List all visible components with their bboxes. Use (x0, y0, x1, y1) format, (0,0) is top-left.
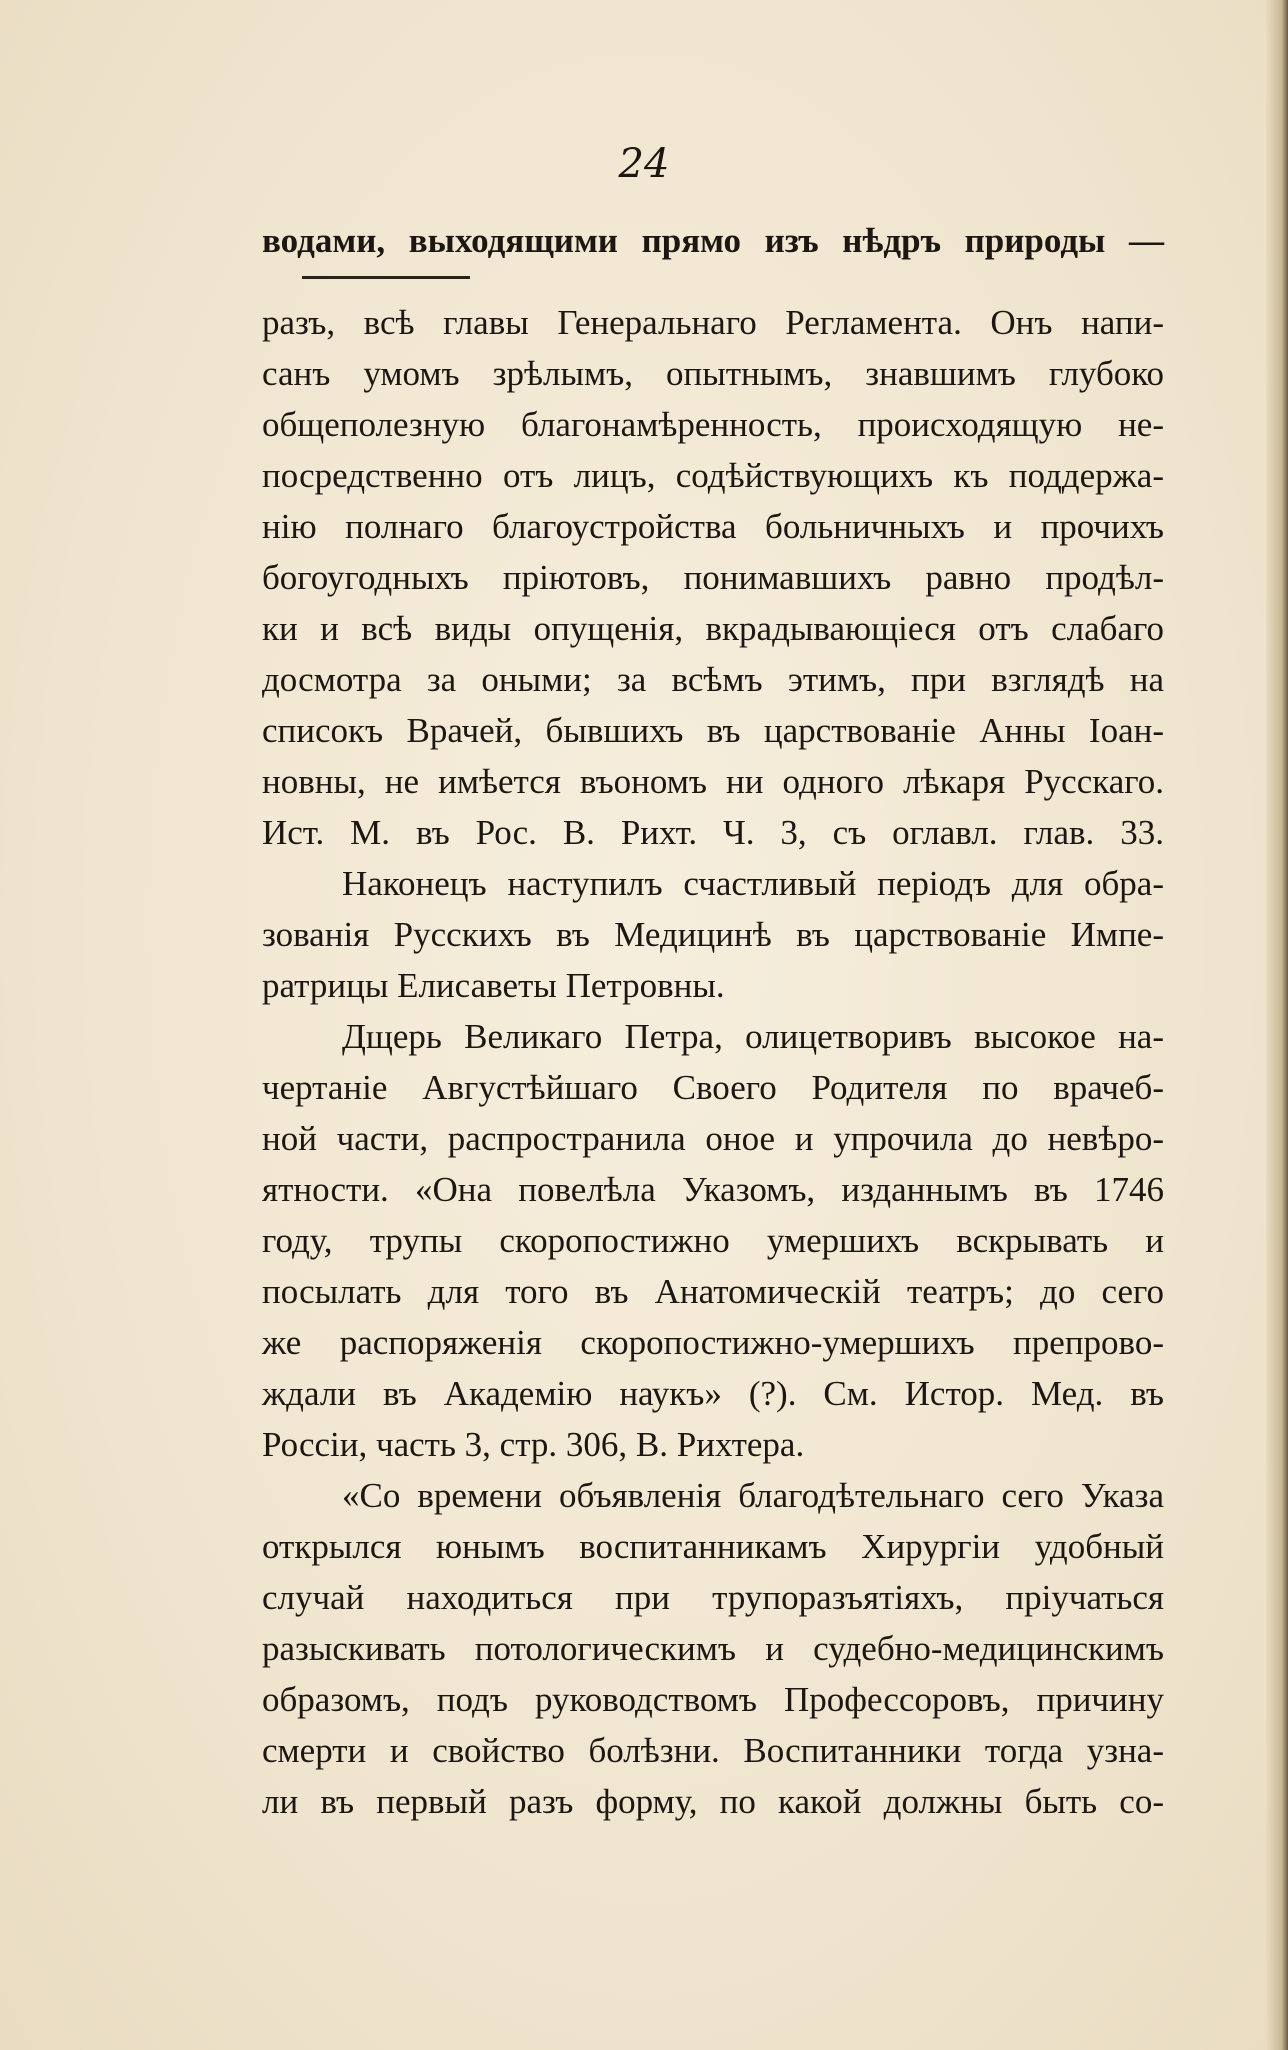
text-line: ждали въ Академію наукъ» (?). См. Истор. Мед. въ (262, 1374, 1164, 1413)
text-line: же распоряженія скоропостижно-умершихъ препрово- (262, 1323, 1164, 1362)
text-line: Россіи, часть 3, стр. 306, В. Рихтера. (262, 1425, 805, 1464)
text-line: открылся юнымъ воспитанникамъ Хирургіи удобный (262, 1527, 1164, 1566)
separator-rule (302, 276, 470, 279)
text-line: зованія Русскихъ въ Медицинѣ въ царствованіе Импе- (262, 915, 1164, 954)
text-line: досмотра за оными; за всѣмъ этимъ, при взглядѣ на (262, 660, 1164, 699)
text-line: богоугодныхъ пріютовъ, понимавшихъ равно продѣл- (262, 558, 1164, 597)
text-line: образомъ, подъ руководствомъ Профессоровъ, причину (262, 1680, 1164, 1719)
text-line: посылать для того въ Анатомическій театръ; до сего (262, 1272, 1164, 1311)
text-line: Дщерь Великаго Петра, олицетворивъ высокое на- (342, 1017, 1164, 1056)
text-block (262, 215, 1164, 1827)
text-line: Ист. М. въ Рос. В. Рихт. Ч. 3, съ оглавл. глав. 33. (262, 813, 1164, 852)
text-line: новны, не имѣется въономъ ни одного лѣкаря Русскаго. (262, 762, 1164, 801)
text-line: общеполезную благонамѣренность, происходящую не- (262, 405, 1164, 444)
text-line: разъ, всѣ главы Генеральнаго Регламента. Онъ напи- (262, 303, 1164, 342)
text-line: чертаніе Августѣйшаго Своего Родителя по врачеб- (262, 1068, 1164, 1107)
text-line: ятности. «Она повелѣла Указомъ, изданнымъ въ 1746 (262, 1170, 1164, 1209)
text-line: водами, выходящими прямо изъ нѣдръ природы — (262, 221, 1164, 260)
page-edge (1266, 0, 1288, 2050)
text-line: санъ умомъ зрѣлымъ, опытнымъ, знавшимъ глубоко (262, 354, 1164, 393)
text-line: случай находиться при трупоразъятіяхъ, пріучаться (262, 1578, 1164, 1617)
text-line: посредственно отъ лицъ, содѣйствующихъ къ поддержа- (262, 456, 1164, 495)
text-line: ратрицы Елисаветы Петровны. (262, 966, 725, 1005)
text-line: списокъ Врачей, бывшихъ въ царствованіе Анны Іоан- (262, 711, 1164, 750)
text-line: году, трупы скоропостижно умершихъ вскрывать и (262, 1221, 1164, 1260)
text-line: Наконецъ наступилъ счастливый періодъ для обра- (342, 864, 1164, 903)
text-line: разыскивать потологическимъ и судебно-медицинскимъ (262, 1629, 1164, 1668)
page-number: 24 (618, 141, 670, 187)
text-line: нію полнаго благоустройства больничныхъ и прочихъ (262, 507, 1164, 546)
text-line: ли въ первый разъ форму, по какой должны быть со- (262, 1782, 1164, 1821)
text-line: «Со времени объявленія благодѣтельнаго сего Указа (342, 1476, 1164, 1515)
text-line: ной части, распространила оное и упрочила до невѣро- (262, 1119, 1164, 1158)
text-line: смерти и свойство болѣзни. Воспитанники тогда узна- (262, 1731, 1164, 1770)
text-line: ки и всѣ виды опущенія, вкрадывающіеся отъ слабаго (262, 609, 1164, 648)
